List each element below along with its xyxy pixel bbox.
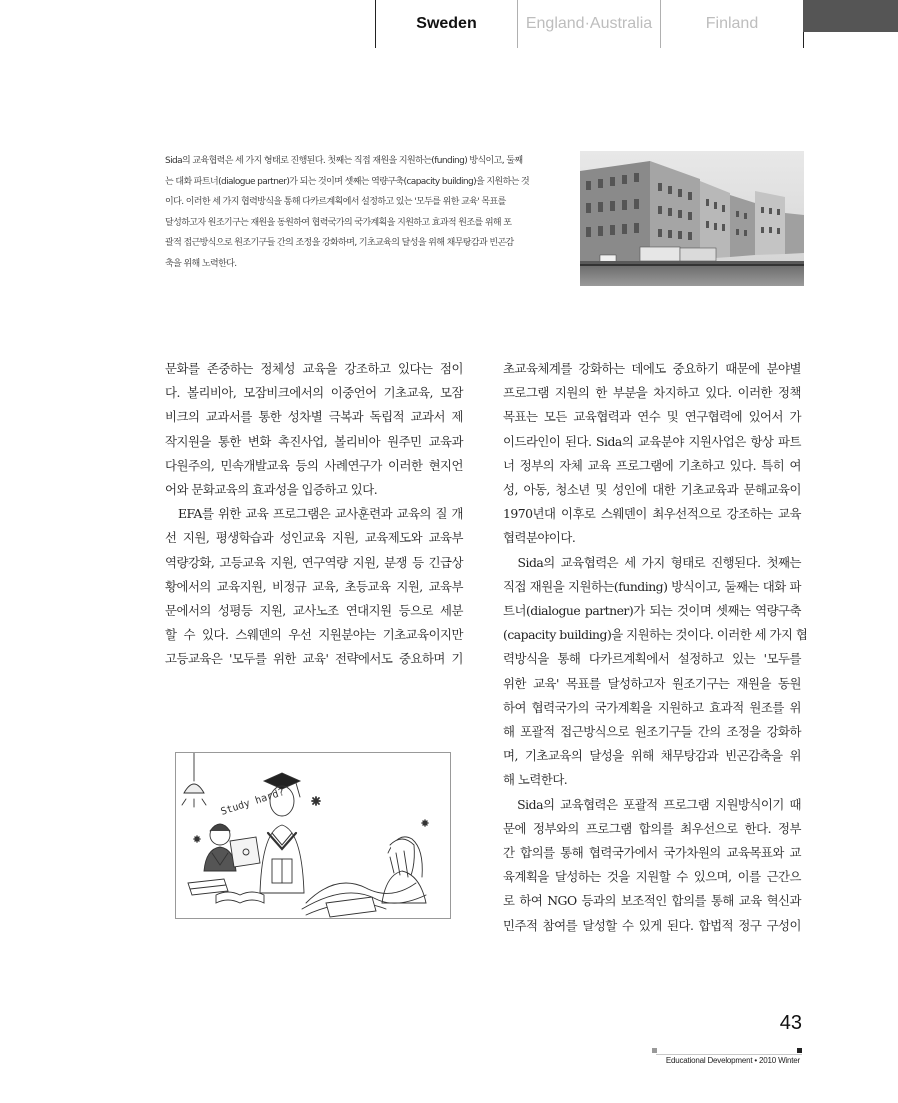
body-line: 트너(dialogue partner)가 되는 것이며 셋째는 역량구축: [503, 603, 801, 619]
country-tab-bar: [375, 0, 804, 48]
body-line: Sida의 교육협력은 세 가지 형태로 진행된다. 첫째는: [503, 554, 801, 570]
body-line: 육계획을 달성하는 것을 지원할 수 있으며, 이를 근간으: [503, 869, 801, 885]
body-line: Sida의 교육협력은 포괄적 프로그램 지원방식이기 때: [503, 796, 801, 812]
right-body-column: [503, 357, 808, 938]
summary-line: 는 대화 파트너(dialogue partner)가 되는 것이며 셋째는 역량구축(capacity building)을 지원하는 것: [165, 176, 530, 187]
tab-england-australia-label: England·Australia: [525, 15, 653, 32]
body-line: 위한 교육' 목표를 달성하고자 원조기구는 재원을 동원: [503, 675, 801, 691]
footer-square-right: [797, 1048, 802, 1053]
body-line: 직접 재원을 지원하는(funding) 방식이고, 둘째는 대화 파: [503, 578, 801, 594]
body-line: 비크의 교과서를 통한 성차별 극복과 독립적 교과서 제: [165, 409, 463, 425]
students-illustration-graphic: [176, 753, 450, 918]
body-line: 고등교육은 '모두를 위한 교육' 전략에서도 중요하며 기: [165, 651, 463, 667]
body-line: 문화를 존중하는 정체성 교육을 강조하고 있다는 점이: [165, 361, 463, 376]
body-line: 작지원을 통한 변화 촉진사업, 볼리비아 원주민 교육과: [165, 433, 463, 449]
body-line: 이드라인이 된다. Sida의 교육분야 지원사업은 항상 파트: [503, 433, 801, 449]
summary-line: Sida의 교육협력은 세 가지 형태로 진행된다. 첫째는 직접 재원을 지원하는(funding) 방식이고, 둘째: [165, 156, 523, 166]
body-line: 선 지원, 평생학습과 성인교육 지원, 교육제도와 교육부: [165, 530, 463, 546]
body-line: 력방식을 통해 다카르계획에서 설정하고 있는 '모두를: [503, 651, 801, 667]
students-illustration: [175, 752, 451, 919]
page-number: 43: [779, 1012, 802, 1034]
body-line: 1970년대 이후로 스웨덴이 최우선적으로 강조하는 교육: [503, 506, 801, 522]
body-line: 초교육체계를 강화하는 데에도 중요하기 때문에 분야별: [503, 361, 801, 376]
body-line: 민주적 참여를 달성할 수 있게 된다. 합법적 정구 구성이: [503, 917, 801, 933]
body-line: 황에서의 교육지원, 비정규 교육, 초등교육 지원, 교육부: [165, 578, 463, 594]
summary-line: 축을 위해 노력한다.: [165, 258, 237, 269]
footer-square-left: [652, 1048, 657, 1053]
body-line: 하여 협력국가의 국가계획을 지원하고 효과적 원조를 위: [503, 699, 801, 715]
tab-sweden-label: Sweden: [416, 15, 477, 32]
body-line: 다. 볼리비아, 모잠비크에서의 이중언어 기초교육, 모잠: [165, 385, 463, 401]
tab-sweden[interactable]: [375, 0, 518, 48]
body-line: 어와 문화교육의 효과성을 입증하고 있다.: [165, 482, 378, 498]
body-line: 프로그램 지원의 한 부분을 차지하고 있다. 이러한 정책: [503, 385, 801, 401]
body-line: 해 노력한다.: [503, 772, 568, 788]
summary-line: 이다. 이러한 세 가지 협력방식을 통해 다카르계획에서 설정하고 있는 '모두를 위한 교육' 목표를: [165, 197, 506, 207]
body-line: 문에서의 성평등 지원, 교사노조 연대지원 등으로 세분: [165, 603, 463, 619]
footer-publication: Educational Development • 2010 Winter: [665, 1056, 800, 1065]
body-line: 역량강화, 고등교육 지원, 연구역량 지원, 분쟁 등 긴급상: [165, 554, 463, 570]
body-line: 다원주의, 민속개발교육 등의 사례연구가 이러한 현지언: [165, 457, 463, 473]
body-line: 할 수 있다. 스웨덴의 우선 지원분야는 기초교육이지만: [165, 627, 463, 643]
summary-line: 괄적 접근방식으로 원조기구들 간의 조정을 강화하며, 기초교육의 달성을 위해 채무탕감과 빈곤감: [165, 238, 514, 248]
body-line: 간 합의를 통해 협력국가에서 국가차원의 교육목표와 교: [503, 845, 801, 861]
body-line: 협력분야이다.: [503, 530, 576, 546]
illustration-handwriting: Study hard?: [219, 786, 286, 818]
corner-decoration: [803, 0, 898, 32]
summary-line: 달성하고자 원조기구는 재원을 동원하여 협력국가의 국가계획을 지원하고 효과적 원조를 위해 포: [165, 217, 512, 228]
body-line: 로 하여 NGO 등과의 보조적인 합의를 통해 교육 혁신과: [503, 893, 801, 909]
body-line: 문에 정부와의 프로그램 합의를 최우선으로 한다. 정부: [503, 820, 801, 836]
tab-finland-label: Finland: [705, 15, 759, 32]
tab-england-australia[interactable]: [518, 0, 661, 48]
tab-finland[interactable]: [661, 0, 804, 48]
body-line: 너 정부의 자체 교육 프로그램에 기초하고 있다. 특히 여: [503, 457, 801, 473]
body-line: (capacity building)을 지원하는 것이다. 이러한 세 가지 협: [503, 627, 808, 643]
body-line: 해 포괄적 접근방식으로 원조기구들 간의 조정을 강화하: [503, 724, 801, 740]
street-photo: [580, 151, 804, 286]
left-body-column: [165, 357, 463, 672]
body-line: 성, 아동, 청소년 및 성인에 대한 기초교육과 문해교육이: [503, 482, 801, 498]
body-line: 며, 기초교육의 달성을 위해 채무탕감과 빈곤감축을 위: [503, 748, 801, 764]
body-line: 목표는 모든 교육협력과 연수 및 연구협력에 있어서 가: [503, 409, 801, 425]
body-line: EFA를 위한 교육 프로그램은 교사훈련과 교육의 질 개: [165, 506, 463, 522]
summary-block: [165, 151, 573, 274]
street-photo-graphic: [580, 151, 804, 286]
footer-divider: [656, 1054, 802, 1055]
